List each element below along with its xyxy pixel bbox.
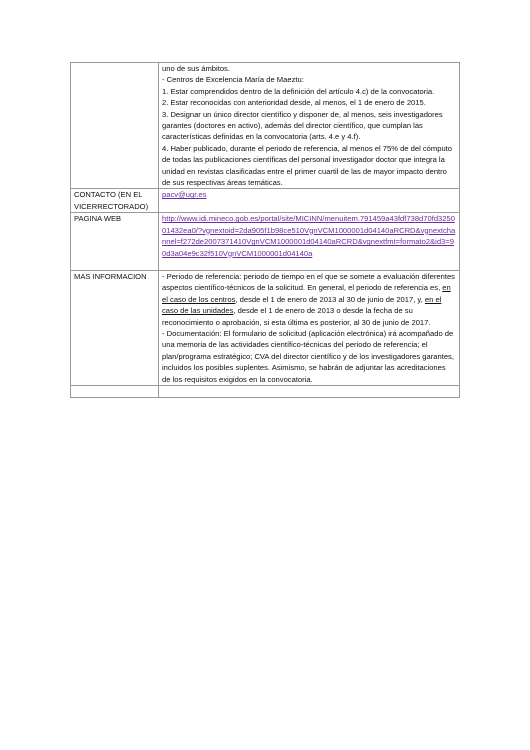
web-label: PAGINA WEB — [71, 213, 159, 271]
table-row — [71, 63, 460, 189]
periodo-paragraph — [162, 271, 456, 328]
mas-cell — [159, 270, 460, 385]
documentacion-paragraph: - Documentación: El formulario de solicitud (aplicación electrónica) irá acompañado de una memoria de las actividades científico-técnicas del periodo de referencia; el plan/programa estratégico; CVA del director científico y de los investigadores garantes, incluidos los posibles suplentes. Asimismo, se habrán de adjuntar las acreditaciones de los requisitos exigidos en la convocatoria. — [162, 328, 454, 384]
requisito-line: 1. Estar comprendidos dentro de la definición del artículo 4.c) de la convocatoria. — [162, 86, 435, 96]
requisitos-cell — [159, 63, 460, 189]
info-table — [70, 62, 460, 398]
web-url-link[interactable]: http://www.idi.mineco.gob.es/portal/site/MICINN/menuitem.791459a43fdf738d70fd325001432ea0/?vgnextoid=2da905f1b98ce510VgnVCM1000001d04140aRCRD&vgnextchannel=f272de2007371410VgnVCM1000001d04140aRCRD&vgnextfmt=formato2&id3=90d3a04e9c32f510VgnVCM1000001d04140a — [162, 214, 456, 258]
table-row — [71, 213, 460, 271]
requisito-line: 4. Haber publicado, durante el periodo de referencia, al menos el 75% de del cómputo de todas las publicaciones científicas del personal investigador doctor que integra la unidad en revistas clasificadas entre el primer cuartil de las de mayor impacto dentro de sus respectivas áreas temáticas. — [162, 143, 453, 188]
requisito-line: 3. Designar un único director científico y disponer de, al menos, seis investigadores garantes (doctores en activo), además del director científico, que cumplan las características definidas en la convocatoria (arts. 4.e y 4.f). — [162, 109, 443, 142]
text-run: , desde el 1 de enero de 2013 o desde la fecha de su reconocimiento o aprobación, si esta última es posterior, al 30 de junio de 2017. — [162, 306, 431, 327]
table-row — [71, 385, 460, 397]
contact-email-link[interactable]: pacv@ugr.es — [162, 190, 207, 200]
underlined-text: en el caso de las unidades — [162, 294, 442, 316]
empty-label — [71, 385, 159, 397]
underlined-text: en el caso de los centros — [162, 283, 451, 304]
row-label — [71, 63, 159, 189]
requisito-line: 2. Estar reconocidas con anterioridad desde, al menos, el 1 de enero de 2015. — [162, 98, 426, 108]
text-run: - Periodo de referencia: periodo de tiempo en el que se somete a evaluación diferentes aspectos científico-técnicos de la solicitud. En general, el periodo de referencia es, — [162, 271, 455, 293]
requisito-line: - Centros de Excelencia María de Maeztu: — [162, 75, 304, 85]
table-row — [71, 270, 460, 385]
contacto-cell — [159, 189, 460, 213]
empty-cell — [159, 385, 460, 397]
web-cell — [159, 213, 460, 271]
table-row — [71, 189, 460, 213]
requisito-line: uno de sus ámbitos. — [162, 64, 230, 73]
contacto-label: CONTACTO (EN EL VICERRECTORADO) — [71, 189, 159, 213]
mas-label: MAS INFORMACION — [71, 270, 159, 385]
blank-line — [162, 259, 456, 270]
text-run: , desde el 1 de enero de 2013 al 30 de junio de 2017, y, — [235, 294, 425, 304]
